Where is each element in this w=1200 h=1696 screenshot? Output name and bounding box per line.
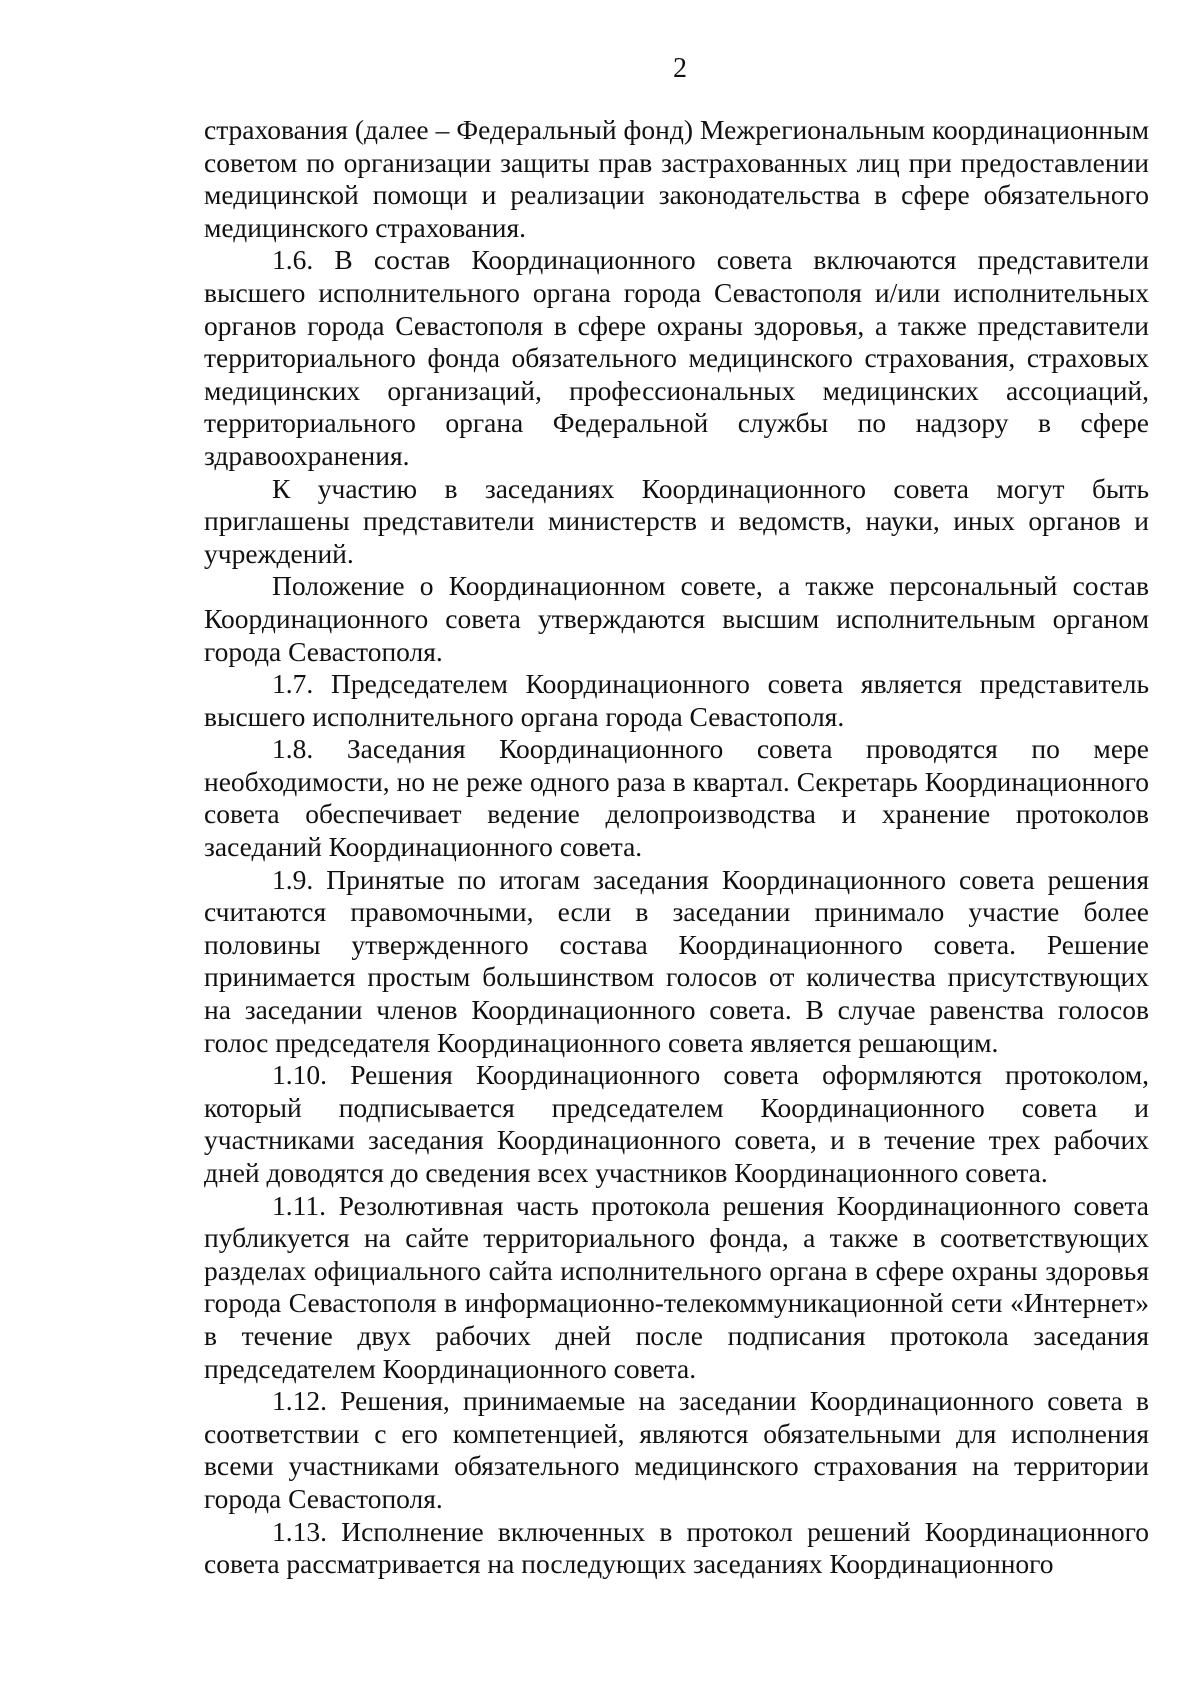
paragraph-continuation: страхования (далее – Федеральный фонд) Межрегиональным координационным советом по организации защиты прав застрахованных лиц при предоставлении медицинской помощи и реализации законодательства в сфере обязательного медицинского страхования. xyxy=(204,114,1149,243)
paragraph-1-7: 1.7. Председателем Координационного совета является представитель высшего исполнительного органа города Севастополя. xyxy=(204,668,1149,732)
paragraph-1-9: 1.9. Принятые по итогам заседания Координационного совета решения считаются правомочными, если в заседании принимало участие более половины утвержденного состава Координационного совета. Решение принимается простым большинством голосов от количества присутствующих на заседании членов Координационного совета. В случае равенства голосов голос председателя Координационного совета является решающим. xyxy=(204,863,1149,1058)
paragraph-1-12: 1.12. Решения, принимаемые на заседании Координационного совета в соответствии с его компетенцией, являются обязательными для исполнения всеми участниками обязательного медицинского страхования на территории города Севастополя. xyxy=(204,1385,1149,1514)
paragraph-regulation: Положение о Координационном совете, а также персональный состав Координационного совета утверждаются высшим исполнительным органом города Севастополя. xyxy=(204,570,1149,667)
paragraph-1-6: 1.6. В состав Координационного совета включаются представители высшего исполнительного органа города Севастополя и/или исполнительных органов города Севастополя в сфере охраны здоровья, а также представители территориального фонда обязательного медицинского страхования, страховых медицинских организаций, профессиональных медицинских ассоциаций, территориального органа Федеральной службы по надзору в сфере здравоохранения. xyxy=(204,244,1149,471)
paragraph-1-11: 1.11. Резолютивная часть протокола решения Координационного совета публикуется на сайте территориального фонда, а также в соответствующих разделах официального сайта исполнительного органа в сфере охраны здоровья города Севастополя в информационно-телекоммуникационной сети «Интернет» в течение двух рабочих дней после подписания протокола заседания председателем Координационного совета. xyxy=(204,1189,1149,1384)
page-number: 2 xyxy=(673,53,687,84)
paragraph-1-13: 1.13. Исполнение включенных в протокол решений Координационного совета рассматривается на последующих заседаниях Координационного xyxy=(204,1515,1149,1580)
document-body xyxy=(204,114,1149,1581)
paragraph-1-8: 1.8. Заседания Координационного совета проводятся по мере необходимости, но не реже одного раза в квартал. Секретарь Координационного совета обеспечивает ведение делопроизводства и хранение протоколов заседаний Координационного совета. xyxy=(204,733,1149,863)
paragraph-participants: К участию в заседаниях Координационного совета могут быть приглашены представители министерств и ведомств, науки, иных органов и учреждений. xyxy=(204,472,1149,569)
paragraph-1-10: 1.10. Решения Координационного совета оформляются протоколом, который подписывается председателем Координационного совета и участниками заседания Координационного совета, и в течение трех рабочих дней доводятся до сведения всех участников Координационного совета. xyxy=(204,1059,1149,1188)
